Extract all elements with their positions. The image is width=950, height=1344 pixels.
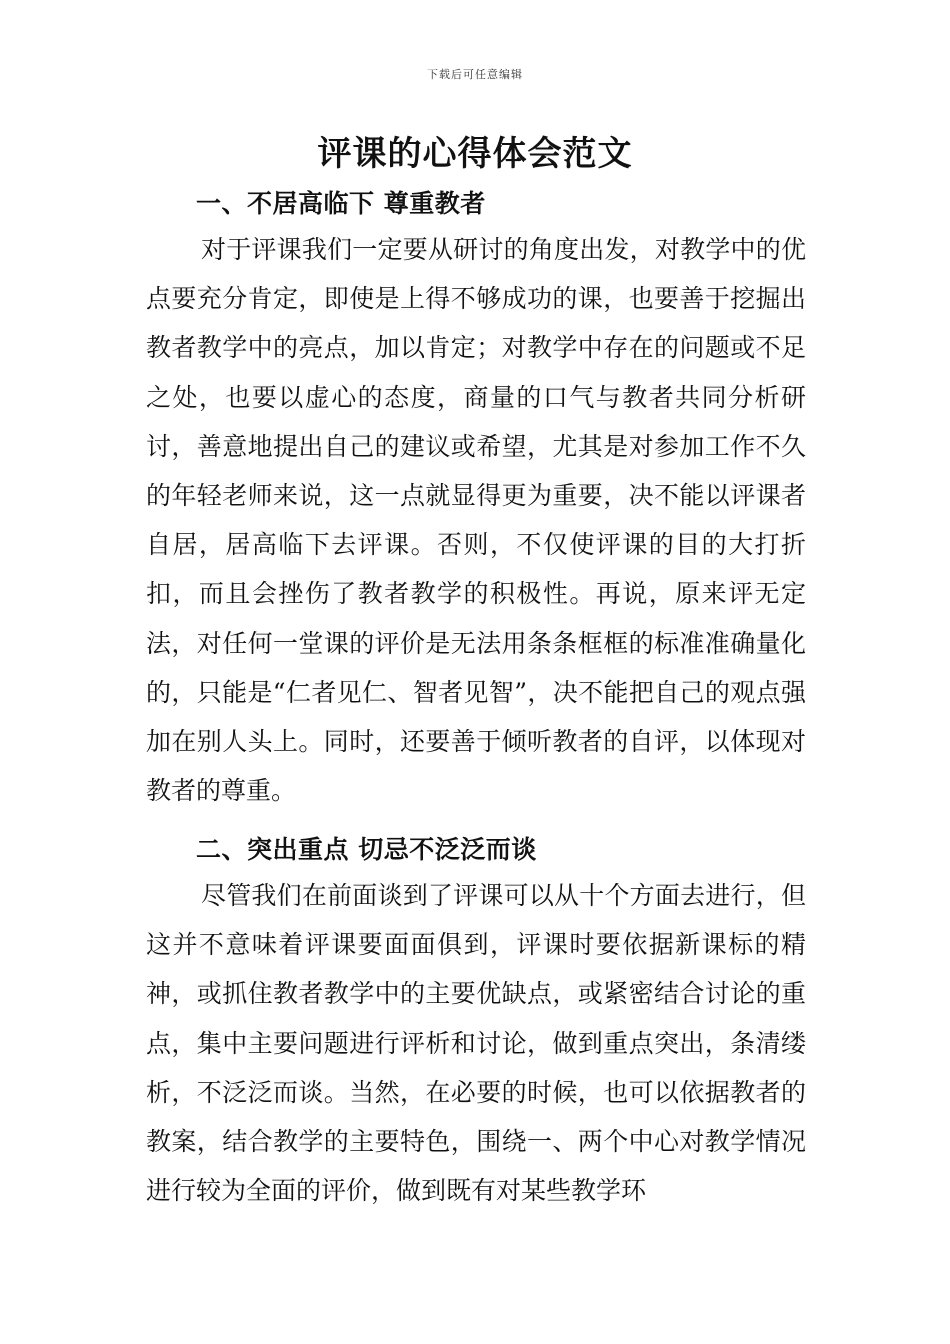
- section-paragraph-1: 对于评课我们一定要从研讨的角度出发，对教学中的优点要充分肯定，即使是上得不够成功的课，也要善于挖掘出教者教学中的亮点，加以肯定；对教学中存在的问题或不足之处，也要以虚心的态度，商量的口气与教者共同分析研讨，善意地提出自己的建议或希望，尤其是对参加工作不久的年轻老师来说，这一点就显得更为重要，决不能以评课者自居，居高临下去评课。否则，不仅使评课的目的大打折扣，而且会挫伤了教者教学的积极性。再说，原来评无定法，对任何一堂课的评价是无法用条条框框的标准准确量化的，只能是“仁者见仁、智者见智”，决不能把自己的观点强加在别人头上。同时，还要善于倾听教者的自评，以体现对教者的尊重。: [146, 235, 806, 806]
- section-heading-1: 一、不居高临下 尊重教者: [196, 189, 486, 218]
- section-paragraph-2: 尽管我们在前面谈到了评课可以从十个方面去进行，但这并不意味着评课要面面俱到，评课时要依据新课标的精神，或抓住教者教学中的主要优缺点，或紧密结合讨论的重点，集中主要问题进行评析和讨论，做到重点突出，条清缕析，不泛泛而谈。当然，在必要的时候，也可以依据教者的教案，结合教学的主要特色，围绕一、两个中心对教学情况进行较为全面的评价，做到既有对某些教学环: [146, 881, 806, 1206]
- document-title: 评课的心得体会范文: [317, 134, 633, 174]
- header-note: 下载后可任意编辑: [427, 68, 523, 81]
- section-heading-2: 二、突出重点 切忌不泛泛而谈: [196, 835, 537, 864]
